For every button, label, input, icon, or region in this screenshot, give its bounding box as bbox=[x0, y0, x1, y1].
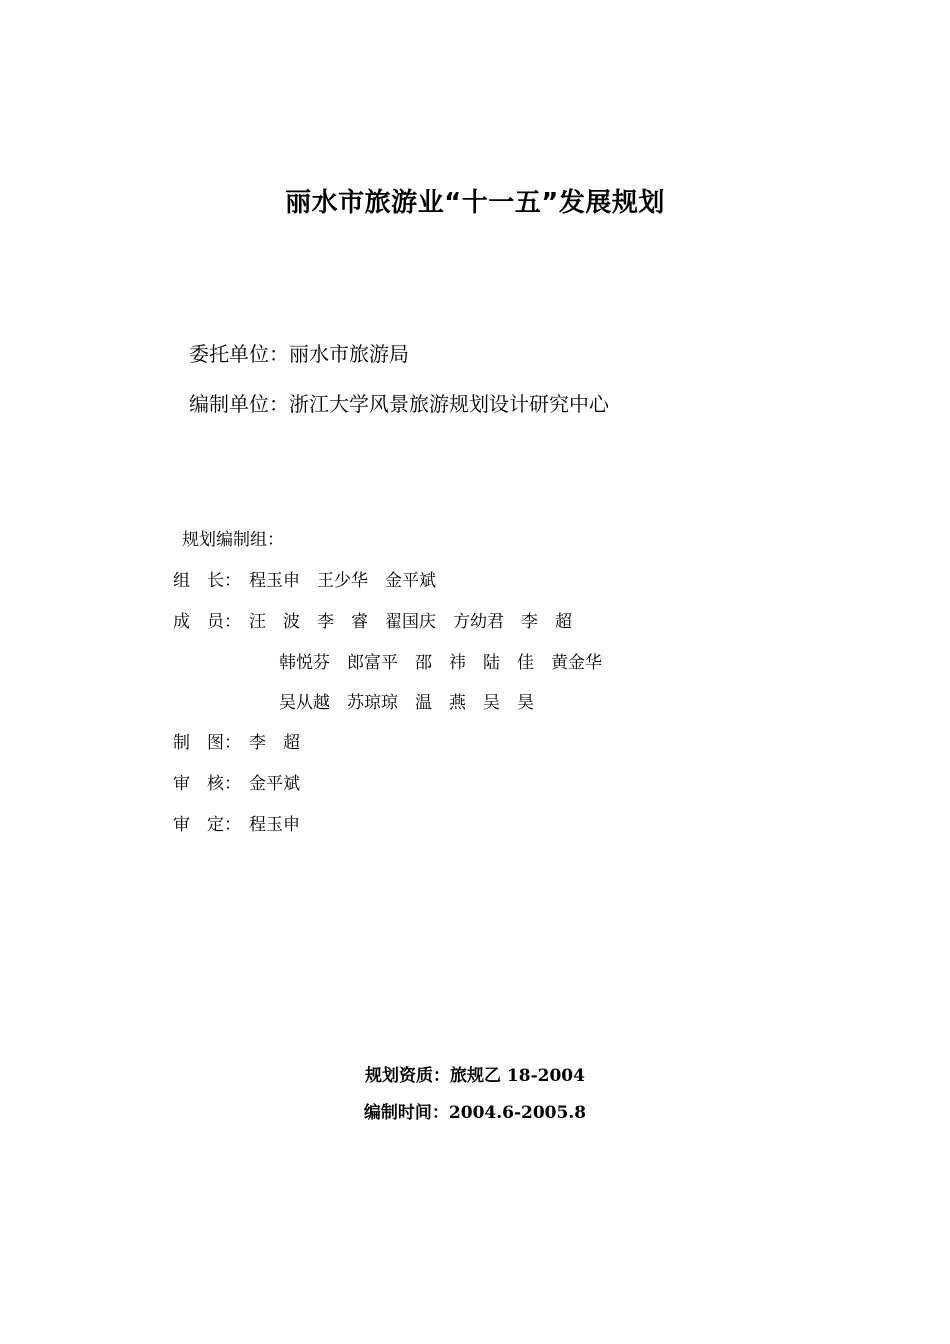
team-leader-names: 程玉申 王少华 金平斌 bbox=[249, 571, 436, 591]
drawing-label: 制 图： bbox=[173, 733, 241, 753]
approve-row bbox=[173, 810, 300, 835]
compilation-period: 编制时间：2004.6-2005.8 bbox=[363, 1103, 587, 1123]
review-label: 审 核： bbox=[173, 774, 241, 794]
drawing-row bbox=[173, 728, 300, 753]
planning-qualification: 规划资质：旅规乙 18-2004 bbox=[365, 1066, 585, 1086]
team-members-label: 成 员： bbox=[173, 612, 241, 632]
review-name: 金平斌 bbox=[249, 774, 300, 794]
compiling-unit: 编制单位：浙江大学风景旅游规划设计研究中心 bbox=[189, 392, 609, 416]
review-row bbox=[173, 769, 300, 794]
team-heading: 规划编制组： bbox=[182, 530, 284, 550]
document-title: 丽水市旅游业“十一五”发展规划 bbox=[285, 188, 665, 218]
team-members-names-3: 吴从越 苏琼琼 温 燕 吴 昊 bbox=[279, 693, 534, 713]
approve-name: 程玉申 bbox=[249, 815, 300, 835]
client-unit: 委托单位：丽水市旅游局 bbox=[189, 342, 409, 366]
team-leader-row bbox=[173, 566, 436, 591]
drawing-name: 李 超 bbox=[249, 733, 300, 753]
team-leader-label: 组 长： bbox=[173, 571, 241, 591]
team-members-names-1: 汪 波 李 睿 翟国庆 方幼君 李 超 bbox=[249, 612, 572, 632]
team-members-row bbox=[173, 607, 572, 632]
approve-label: 审 定： bbox=[173, 815, 241, 835]
team-members-names-2: 韩悦芬 郎富平 邵 祎 陆 佳 黄金华 bbox=[279, 653, 602, 673]
